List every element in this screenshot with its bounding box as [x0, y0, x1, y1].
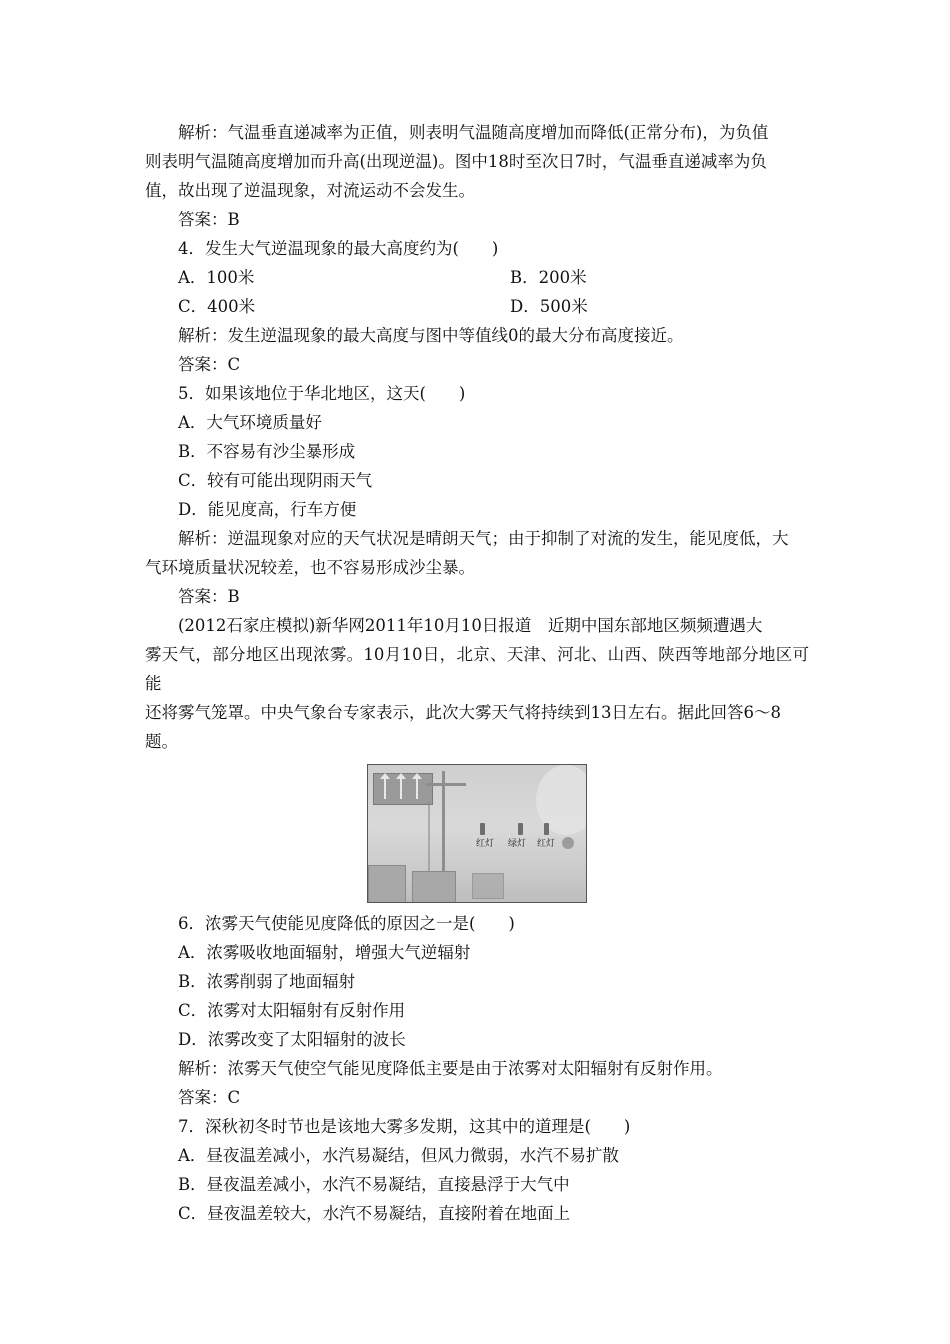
- pole-arm-image: [426, 783, 466, 786]
- traffic-light-icon: [544, 823, 549, 835]
- answer-q4: 答案：C: [178, 355, 241, 374]
- question-4: 4．发生大气逆温现象的最大高度约为( ): [178, 239, 499, 258]
- option-7a: A．昼夜温差减小，水汽易凝结，但风力微弱，水汽不易扩散: [178, 1146, 619, 1165]
- option-5c: C．较有可能出现阴雨天气: [178, 471, 373, 490]
- analysis-q4: 解析：发生逆温现象的最大高度与图中等值线0的最大分布高度接近。: [178, 326, 684, 345]
- option-7b: B．昼夜温差减小，水汽不易凝结，直接悬浮于大气中: [178, 1175, 570, 1194]
- up-arrow-icon: [384, 777, 386, 799]
- option-4a: A．100米: [178, 268, 255, 287]
- up-arrow-icon: [416, 777, 418, 799]
- traffic-light-icon: [480, 823, 485, 835]
- option-6a: A．浓雾吸收地面辐射，增强大气逆辐射: [178, 943, 471, 962]
- answer-q6: 答案：C: [178, 1088, 241, 1107]
- answer-q3: 答案：B: [178, 210, 240, 229]
- traffic-light-icon: [518, 823, 523, 835]
- up-arrow-icon: [400, 777, 402, 799]
- analysis-q6: 解析：浓雾天气使空气能见度降低主要是由于浓雾对太阳辐射有反射作用。: [178, 1059, 723, 1078]
- passage-line2: 雾天气，部分地区出现浓雾。10月10日，北京、天津、河北、山西、陕西等地部分地区可能: [145, 645, 809, 693]
- passage-line3: 还将雾气笼罩。中央气象台专家表示，此次大雾天气将持续到13日左右。据此回答6～8: [145, 703, 781, 722]
- fog-photo-figure: [145, 764, 809, 903]
- analysis-q5-line2: 气环境质量状况较差，也不容易形成沙尘暴。: [145, 558, 475, 577]
- label-green-light: 绿灯: [508, 839, 527, 849]
- option-5d: D．能见度高，行车方便: [178, 500, 357, 519]
- option-6d: D．浓雾改变了太阳辐射的波长: [178, 1030, 406, 1049]
- bus-image: [368, 865, 406, 903]
- analysis-q3-line2: 则表明气温随高度增加而升高(出现逆温)。图中18时至次日7时，气温垂直递减率为负: [145, 152, 767, 171]
- analysis-q5-line1: 解析：逆温现象对应的天气状况是晴朗天气；由于抑制了对流的发生，能见度低，大: [178, 529, 789, 548]
- option-4b: B．200米: [510, 268, 587, 287]
- bus-image: [472, 873, 504, 899]
- question-4-options-row1: [145, 263, 809, 292]
- question-6: 6．浓雾天气使能见度降低的原因之一是( ): [178, 914, 515, 933]
- option-7c: C．昼夜温差较大，水汽不易凝结，直接附着在地面上: [178, 1204, 571, 1223]
- analysis-q3-line3: 值，故出现了逆温现象，对流运动不会发生。: [145, 181, 475, 200]
- option-6b: B．浓雾削弱了地面辐射: [178, 972, 356, 991]
- foggy-road-photo: [367, 764, 587, 903]
- sign-circle-icon: [562, 837, 574, 849]
- question-4-options-row2: [145, 292, 809, 321]
- option-6c: C．浓雾对太阳辐射有反射作用: [178, 1001, 406, 1020]
- label-red-light-1: 红灯: [476, 839, 495, 849]
- option-5a: A．大气环境质量好: [178, 413, 322, 432]
- bus-image: [412, 871, 456, 903]
- label-red-light-2: 红灯: [537, 839, 556, 849]
- option-5b: B．不容易有沙尘暴形成: [178, 442, 356, 461]
- document-page: [145, 118, 809, 1228]
- answer-q5: 答案：B: [178, 587, 240, 606]
- passage-line4: 题。: [145, 732, 178, 751]
- analysis-q3-line1: 解析：气温垂直递减率为正值，则表明气温随高度增加而降低(正常分布)，为负值: [178, 123, 769, 142]
- question-7: 7．深秋初冬时节也是该地大雾多发期，这其中的道理是( ): [178, 1117, 631, 1136]
- question-5: 5．如果该地位于华北地区，这天( ): [178, 384, 466, 403]
- option-4d: D．500米: [510, 297, 588, 316]
- option-4c: C．400米: [178, 297, 256, 316]
- passage-line1: (2012石家庄模拟)新华网2011年10月10日报道 近期中国东部地区频频遭遇大: [178, 616, 763, 635]
